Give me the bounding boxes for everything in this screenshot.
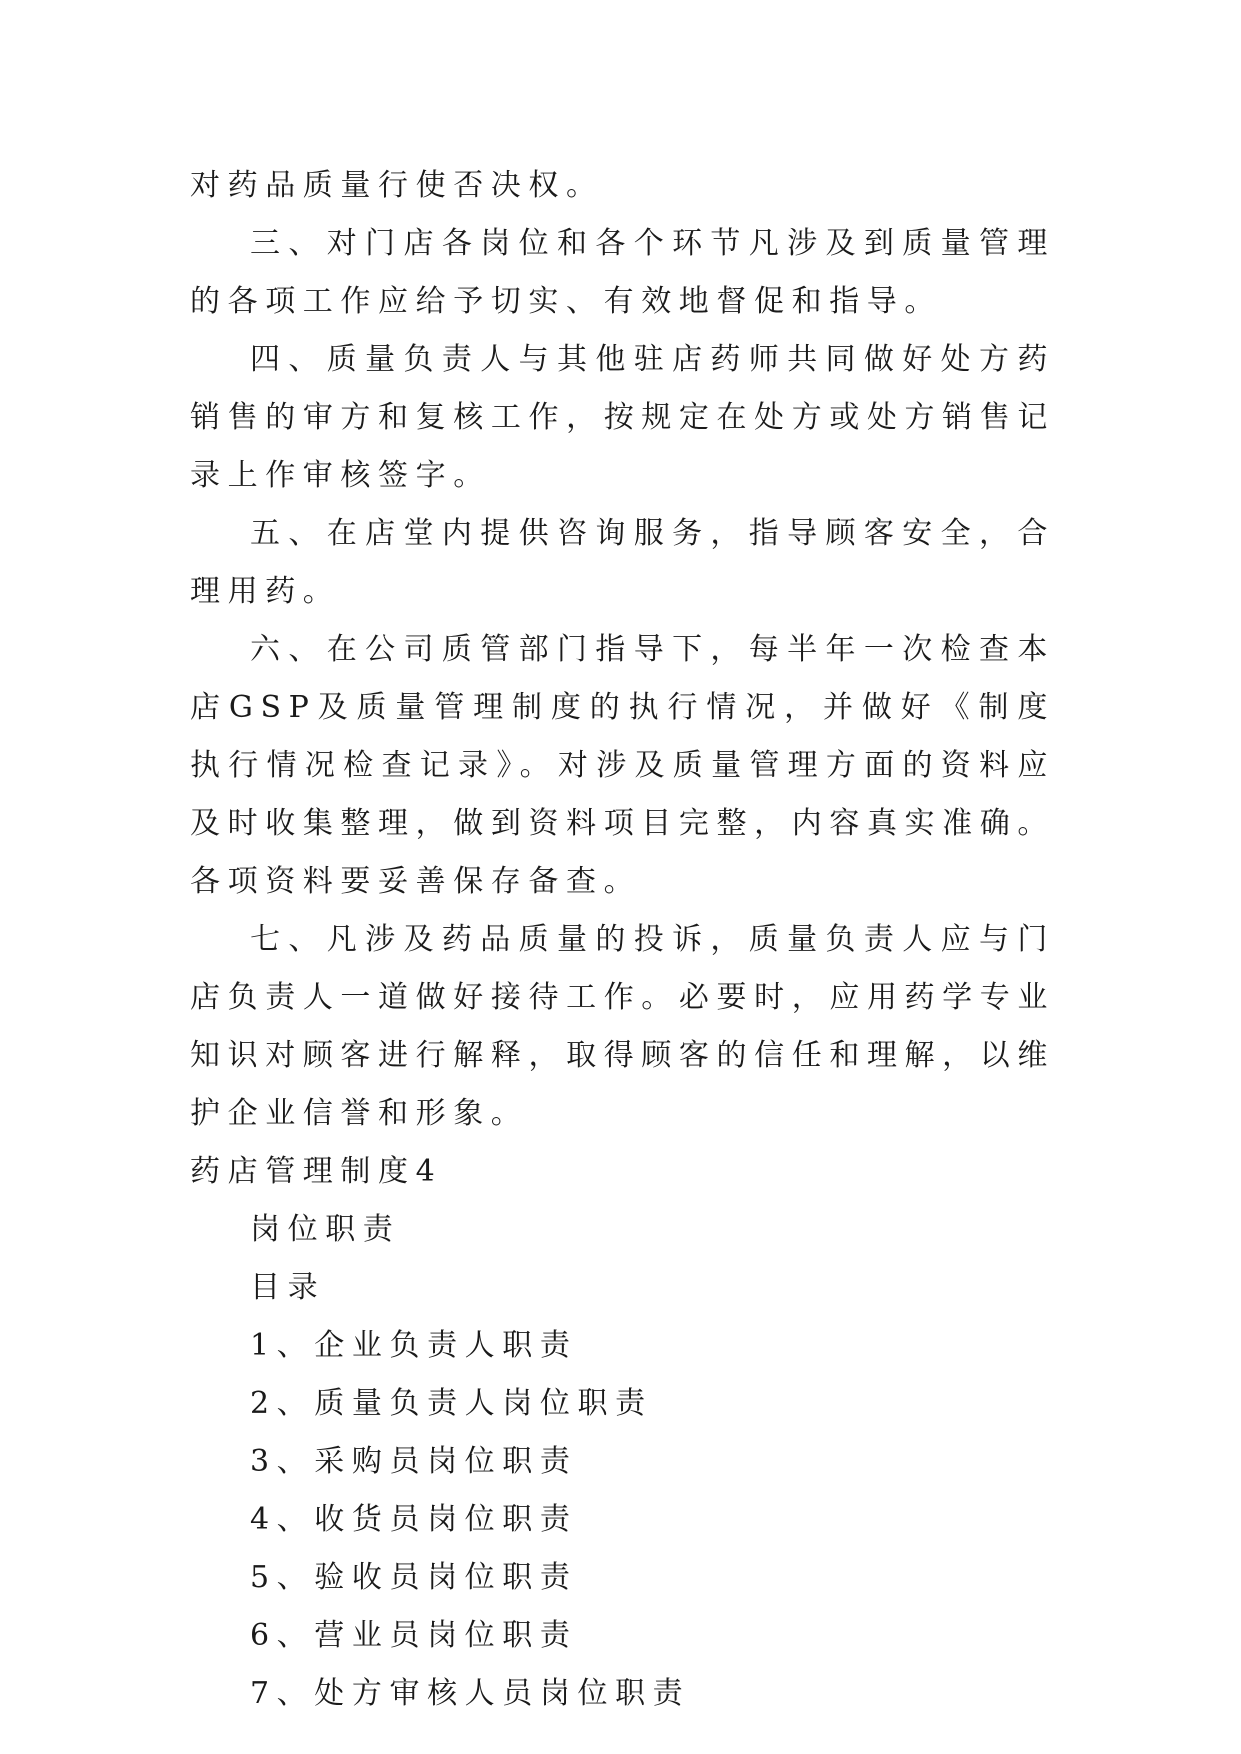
paragraph-item-6: 六、在公司质管部门指导下，每半年一次检查本店GSP及质量管理制度的执行情况，并做好《制度执行情况检查记录》。对涉及质量管理方面的资料应及时收集整理，做到资料项目完整，内容真实准确。各项资料要妥善保存备查。 [190,632,1055,899]
toc-item: 1、企业负责人职责 [250,1328,578,1363]
toc-item: 6、营业员岗位职责 [250,1618,578,1653]
paragraph-item-5: 五、在店堂内提供咨询服务，指导顾客安全，合理用药。 [190,516,1055,609]
paragraph-continuation: 对药品质量行使否决权。 [190,168,604,203]
paragraph-item-4: 四、质量负责人与其他驻店药师共同做好处方药销售的审方和复核工作，按规定在处方或处方销售记录上作审核签字。 [190,342,1055,493]
toc-item: 2、质量负责人岗位职责 [250,1386,653,1421]
toc-label: 目录 [250,1270,326,1305]
toc-item: 5、验收员岗位职责 [250,1560,578,1595]
toc-item: 4、收货员岗位职责 [250,1502,578,1537]
section-subtitle: 岗位职责 [250,1212,401,1247]
paragraph-item-3: 三、对门店各岗位和各个环节凡涉及到质量管理的各项工作应给予切实、有效地督促和指导。 [190,226,1055,319]
toc-item: 7、处方审核人员岗位职责 [250,1676,691,1711]
toc-list [190,1317,1055,1723]
toc-item: 3、采购员岗位职责 [250,1444,578,1479]
section-title: 药店管理制度4 [190,1154,443,1189]
paragraph-item-7: 七、凡涉及药品质量的投诉，质量负责人应与门店负责人一道做好接待工作。必要时，应用药学专业知识对顾客进行解释，取得顾客的信任和理解，以维护企业信誉和形象。 [190,922,1055,1131]
document-body [190,157,1055,1723]
